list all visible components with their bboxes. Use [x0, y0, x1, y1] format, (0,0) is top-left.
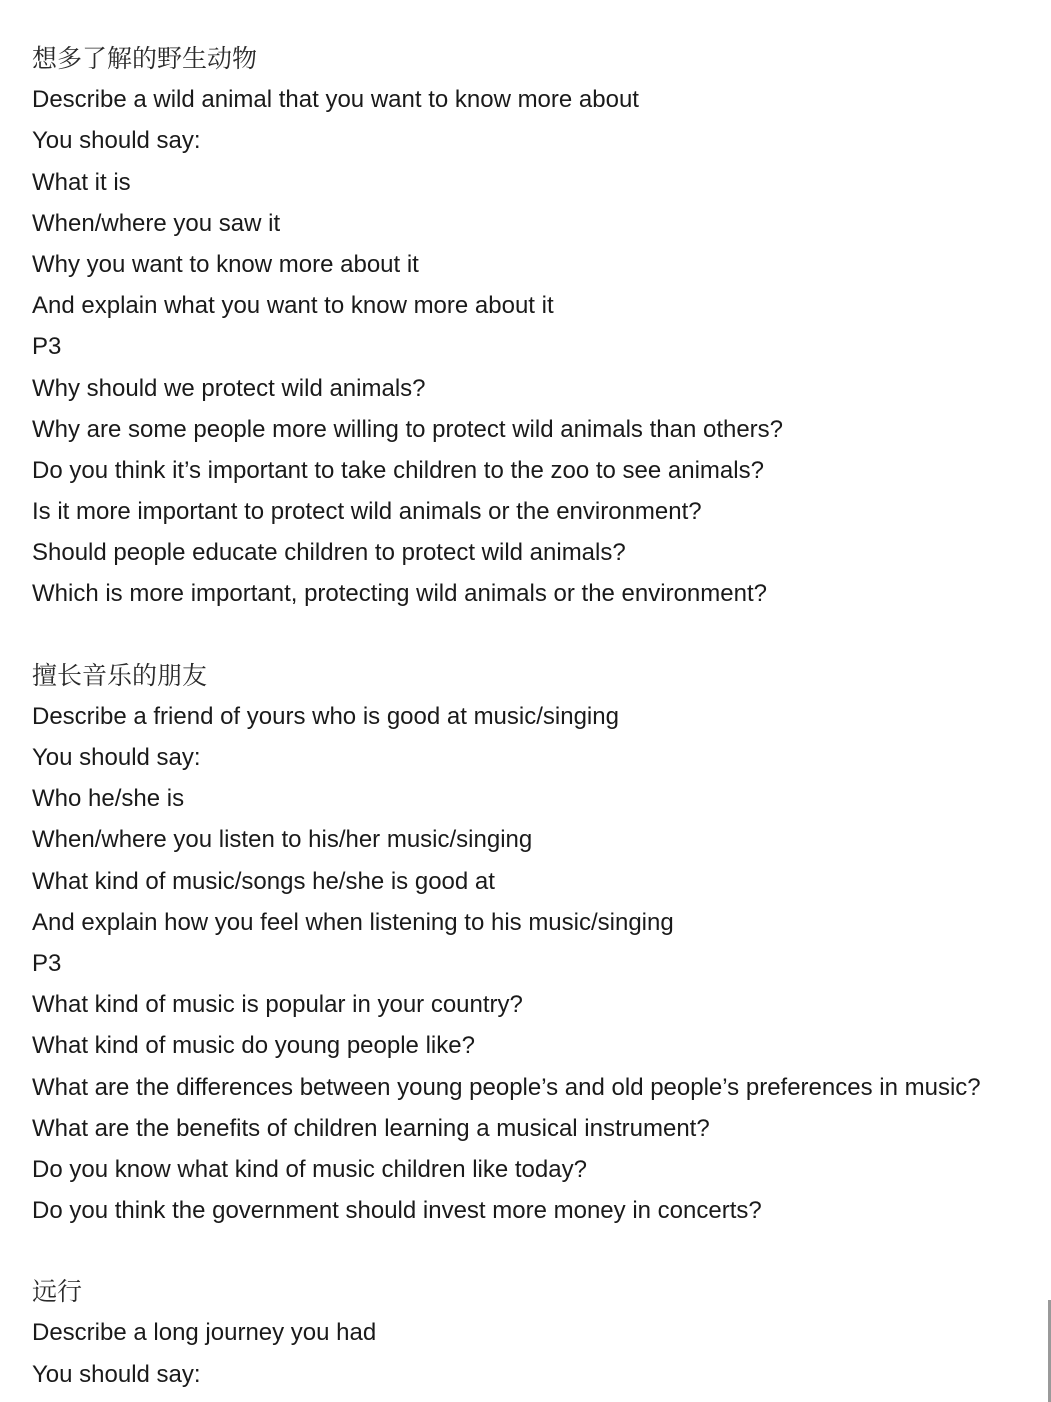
- section-title: 想多了解的野生动物: [32, 44, 258, 73]
- prompt-line: Describe a long journey you had: [32, 1319, 377, 1347]
- question-line: Should people educate children to protect wild animals?: [32, 539, 626, 567]
- section-title: 远行: [32, 1277, 83, 1307]
- prompt-line: Why you want to know more about it: [32, 250, 419, 278]
- part-label: P3: [32, 333, 62, 361]
- question-line: What kind of music do young people like?: [32, 1032, 475, 1060]
- question-line: What kind of music is popular in your country?: [32, 991, 523, 1019]
- section-wild-animal: [32, 38, 1047, 615]
- prompt-line: Who he/she is: [32, 785, 185, 813]
- prompt-line: You should say:: [32, 744, 201, 771]
- prompt-line: When/where you listen to his/her music/singing: [32, 826, 533, 854]
- question-line: Do you know what kind of music children like today?: [32, 1155, 587, 1183]
- question-line: What are the benefits of children learning a musical instrument?: [32, 1114, 710, 1142]
- question-line: Do you think it’s important to take children to the zoo to see animals?: [32, 456, 764, 484]
- prompt-line: When/where you saw it: [32, 209, 281, 237]
- document-page: [32, 38, 1047, 1395]
- question-line: Is it more important to protect wild animals or the environment?: [32, 498, 702, 526]
- prompt-line: You should say:: [32, 127, 201, 155]
- section-spacer: [32, 1231, 1047, 1271]
- section-title: 擅长音乐的朋友: [32, 660, 208, 690]
- question-line: Why are some people more willing to protect wild animals than others?: [32, 415, 784, 443]
- prompt-line: Describe a wild animal that you want to know more about: [32, 86, 639, 114]
- question-line: Why should we protect wild animals?: [32, 374, 426, 402]
- part-label: P3: [32, 949, 62, 977]
- prompt-line: And explain how you feel when listening to his music/singing: [32, 908, 674, 936]
- prompt-line: What kind of music/songs he/she is good at: [32, 867, 495, 895]
- question-line: Do you think the government should invest more money in concerts?: [32, 1197, 762, 1225]
- prompt-line: And explain what you want to know more about it: [32, 292, 554, 320]
- section-long-journey: [32, 1271, 1047, 1395]
- section-spacer: [32, 615, 1047, 655]
- question-line: Which is more important, protecting wild animals or the environment?: [32, 580, 767, 608]
- question-line: What are the differences between young people’s and old people’s preferences in music?: [32, 1073, 981, 1101]
- prompt-line: Describe a friend of yours who is good at music/singing: [32, 702, 619, 730]
- prompt-line: What it is: [32, 168, 131, 196]
- section-music-friend: [32, 655, 1047, 1232]
- prompt-line: You should say:: [32, 1360, 201, 1388]
